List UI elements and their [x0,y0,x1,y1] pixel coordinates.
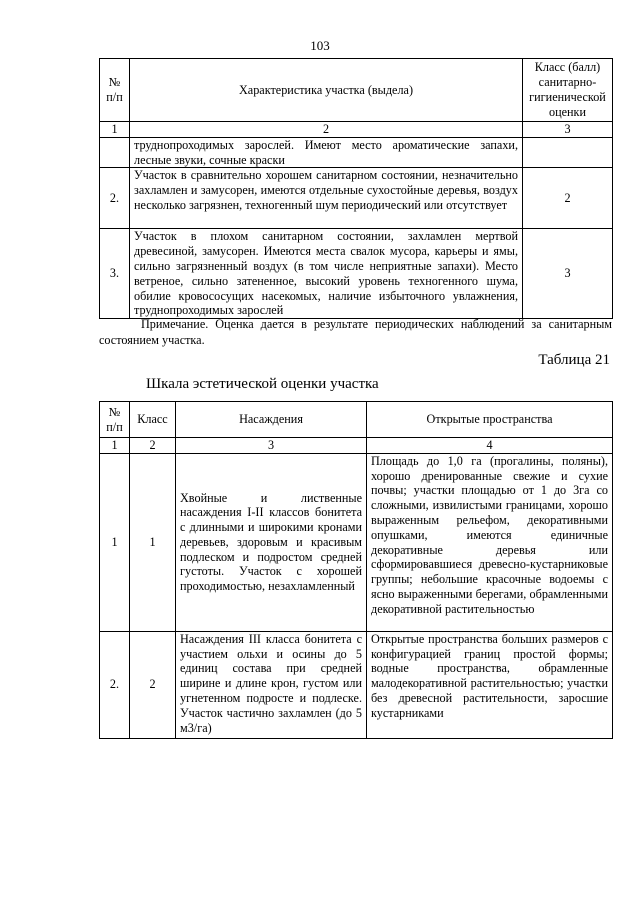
table-header-row [100,402,613,438]
column-numbers-row [100,122,613,138]
row-class: 2 [130,631,176,738]
row-class: 2 [523,168,613,229]
row-num: 3. [100,229,130,319]
table-caption: Таблица 21 [538,352,610,368]
col-number: 2 [130,438,176,454]
table-row [100,631,613,738]
table-row [100,168,613,229]
row-num [100,137,130,168]
row-plantings: Хвойные и лиственные насаждения I-II классов бонитета с длинными и широкими кронами деревьев, здоровым и красивым подлеском и подростом средней густоты. Участок с хорошей проходимостью, незахламленный [176,453,367,631]
row-open-spaces: Площадь до 1,0 га (прогалины, поляны), хорошо дренированные свежие и сухие почвы; участки площадью от 1 до 3га со сложными, извилистыми границами, хорошо выраженным рельефом, декоративными опушками, имеются единичные декоративные деревья или сформировавшиеся древесно-кустарниковые группы; небольшие красочные водоемы с ясно выраженными берегами, обрамленными декоративной растительностью [367,453,613,631]
page-number: 103 [310,38,330,53]
row-open-spaces: Открытые пространства больших размеров с конфигурацией границ простой формы; водные пространства, обрамленные малодекоративной растительностью; участки без древесной растительности, заросшие кустарниками [367,631,613,738]
header-class: Класс [130,402,176,438]
row-class [523,137,613,168]
col-number: 4 [367,438,613,454]
row-class: 3 [523,229,613,319]
row-class: 1 [130,453,176,631]
row-plantings: Насаждения III класса бонитета с участием ольхи и осины до 5 единиц состава при средней ширине и длине крон, густом или угнетенном подросте и подлеске. Участок частично захламлен (до 5 м3/га) [176,631,367,738]
row-characteristic: Участок в сравнительно хорошем санитарном состоянии, незначительно захламлен и замусорен, имеются отдельные сухостойные деревья, воздух несколько загрязнен, техногенный шум периодический или отсутствует [130,168,523,229]
row-characteristic: Участок в плохом санитарном состоянии, захламлен мертвой древесиной, замусорен. Имеются места свалок мусора, карьеры и ямы, сильно загрязненный воздух (в том числе неприятные запахи). Место ветреное, сильно затененное, высокий уровень техногенного шума, обилие кровососущих насекомых, наличие избыточного увлажнения, труднопроходимых зарослей [130,229,523,319]
row-characteristic: труднопроходимых зарослей. Имеют место ароматические запахи, лесные звуки, сочные краски [130,137,523,168]
header-num: № п/п [100,402,130,438]
table-title: Шкала эстетической оценки участка [146,376,379,392]
header-class: Класс (балл) санитарно-гигиенической оценки [523,59,613,122]
row-num: 1 [100,453,130,631]
header-plantings: Насаждения [176,402,367,438]
table-note [99,316,612,348]
header-open-spaces: Открытые пространства [367,402,613,438]
row-num: 2. [100,631,130,738]
note-text: Примечание. Оценка дается в результате периодических наблюдений за санитарным состоянием участка. [99,317,612,347]
header-num: № п/п [100,59,130,122]
column-numbers-row [100,438,613,454]
row-num: 2. [100,168,130,229]
col-number: 1 [100,122,130,138]
table-row [100,453,613,631]
col-number: 1 [100,438,130,454]
header-characteristic: Характеристика участка (выдела) [130,59,523,122]
sanitary-assessment-table [99,58,613,319]
aesthetic-scale-table [99,401,613,739]
table-row [100,229,613,319]
col-number: 3 [176,438,367,454]
table-header-row [100,59,613,122]
col-number: 3 [523,122,613,138]
col-number: 2 [130,122,523,138]
table-row [100,137,613,168]
